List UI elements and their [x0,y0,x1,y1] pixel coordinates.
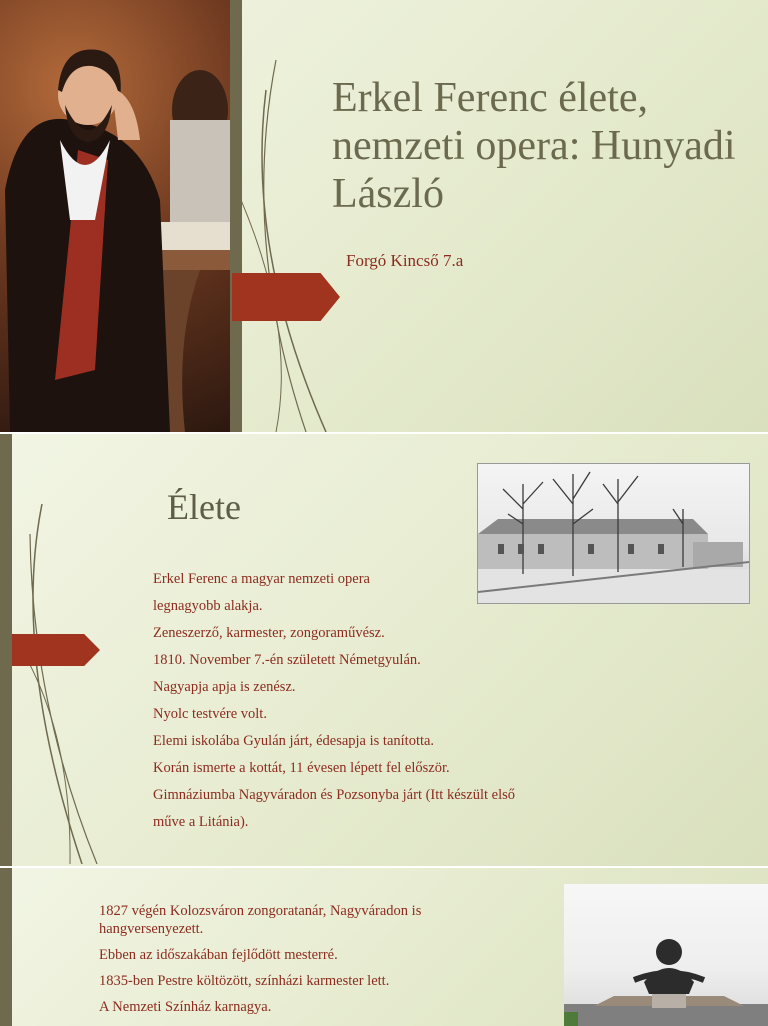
list-item: Zeneszerző, karmester, zongoraművész. [153,625,385,641]
list-item: Gimnáziumba Nagyváradon és Pozsonyba járt (Itt készült első [153,787,515,803]
author-name: Forgó Kincső 7.a [346,251,464,270]
statue-photo [564,884,768,1026]
portrait-painting [0,0,242,432]
left-bar [0,868,12,1026]
list-item: Elemi iskolába Gyulán járt, édesapja is tanította. [153,733,435,749]
list-item: 1835-ben Pestre költözött, színházi karmester lett. [99,973,390,989]
accent-arrow [12,634,100,666]
list-item: 1827 végén Kolozsváron zongoratanár, Nagyváradon is hangversenyezett. [99,903,422,937]
list-item: 1810. November 7.-én született Németgyulán. [153,652,421,668]
slide-career [0,866,768,1026]
portrait-figure [0,0,242,432]
presentation-title: Erkel Ferenc élete, nemzeti opera: Hunyadi László [332,75,736,217]
list-item: A Nemzeti Színház karnagya. [99,999,272,1015]
life-facts-list [153,566,573,836]
career-facts-list [99,902,499,1024]
list-item: Erkel Ferenc a magyar nemzeti opera [153,571,370,587]
list-item: Nagyapja apja is zenész. [153,679,296,695]
slide-title [0,0,768,432]
left-bar [0,434,12,867]
slide-life [0,432,768,867]
decorative-swirl [236,0,346,432]
bust-statue [564,884,768,1026]
section-heading: Élete [167,487,241,527]
decorative-swirl [12,504,142,864]
list-item: Korán ismerte a kottát, 11 évesen lépett fel először. [153,760,450,776]
accent-arrow [232,273,340,321]
list-item: Nyolc testvére volt. [153,706,267,722]
list-item: műve a Litánia). [153,814,249,830]
list-item: Ebben az időszakában fejlődött mesterré. [99,947,338,963]
list-item: legnagyobb alakja. [153,598,263,614]
